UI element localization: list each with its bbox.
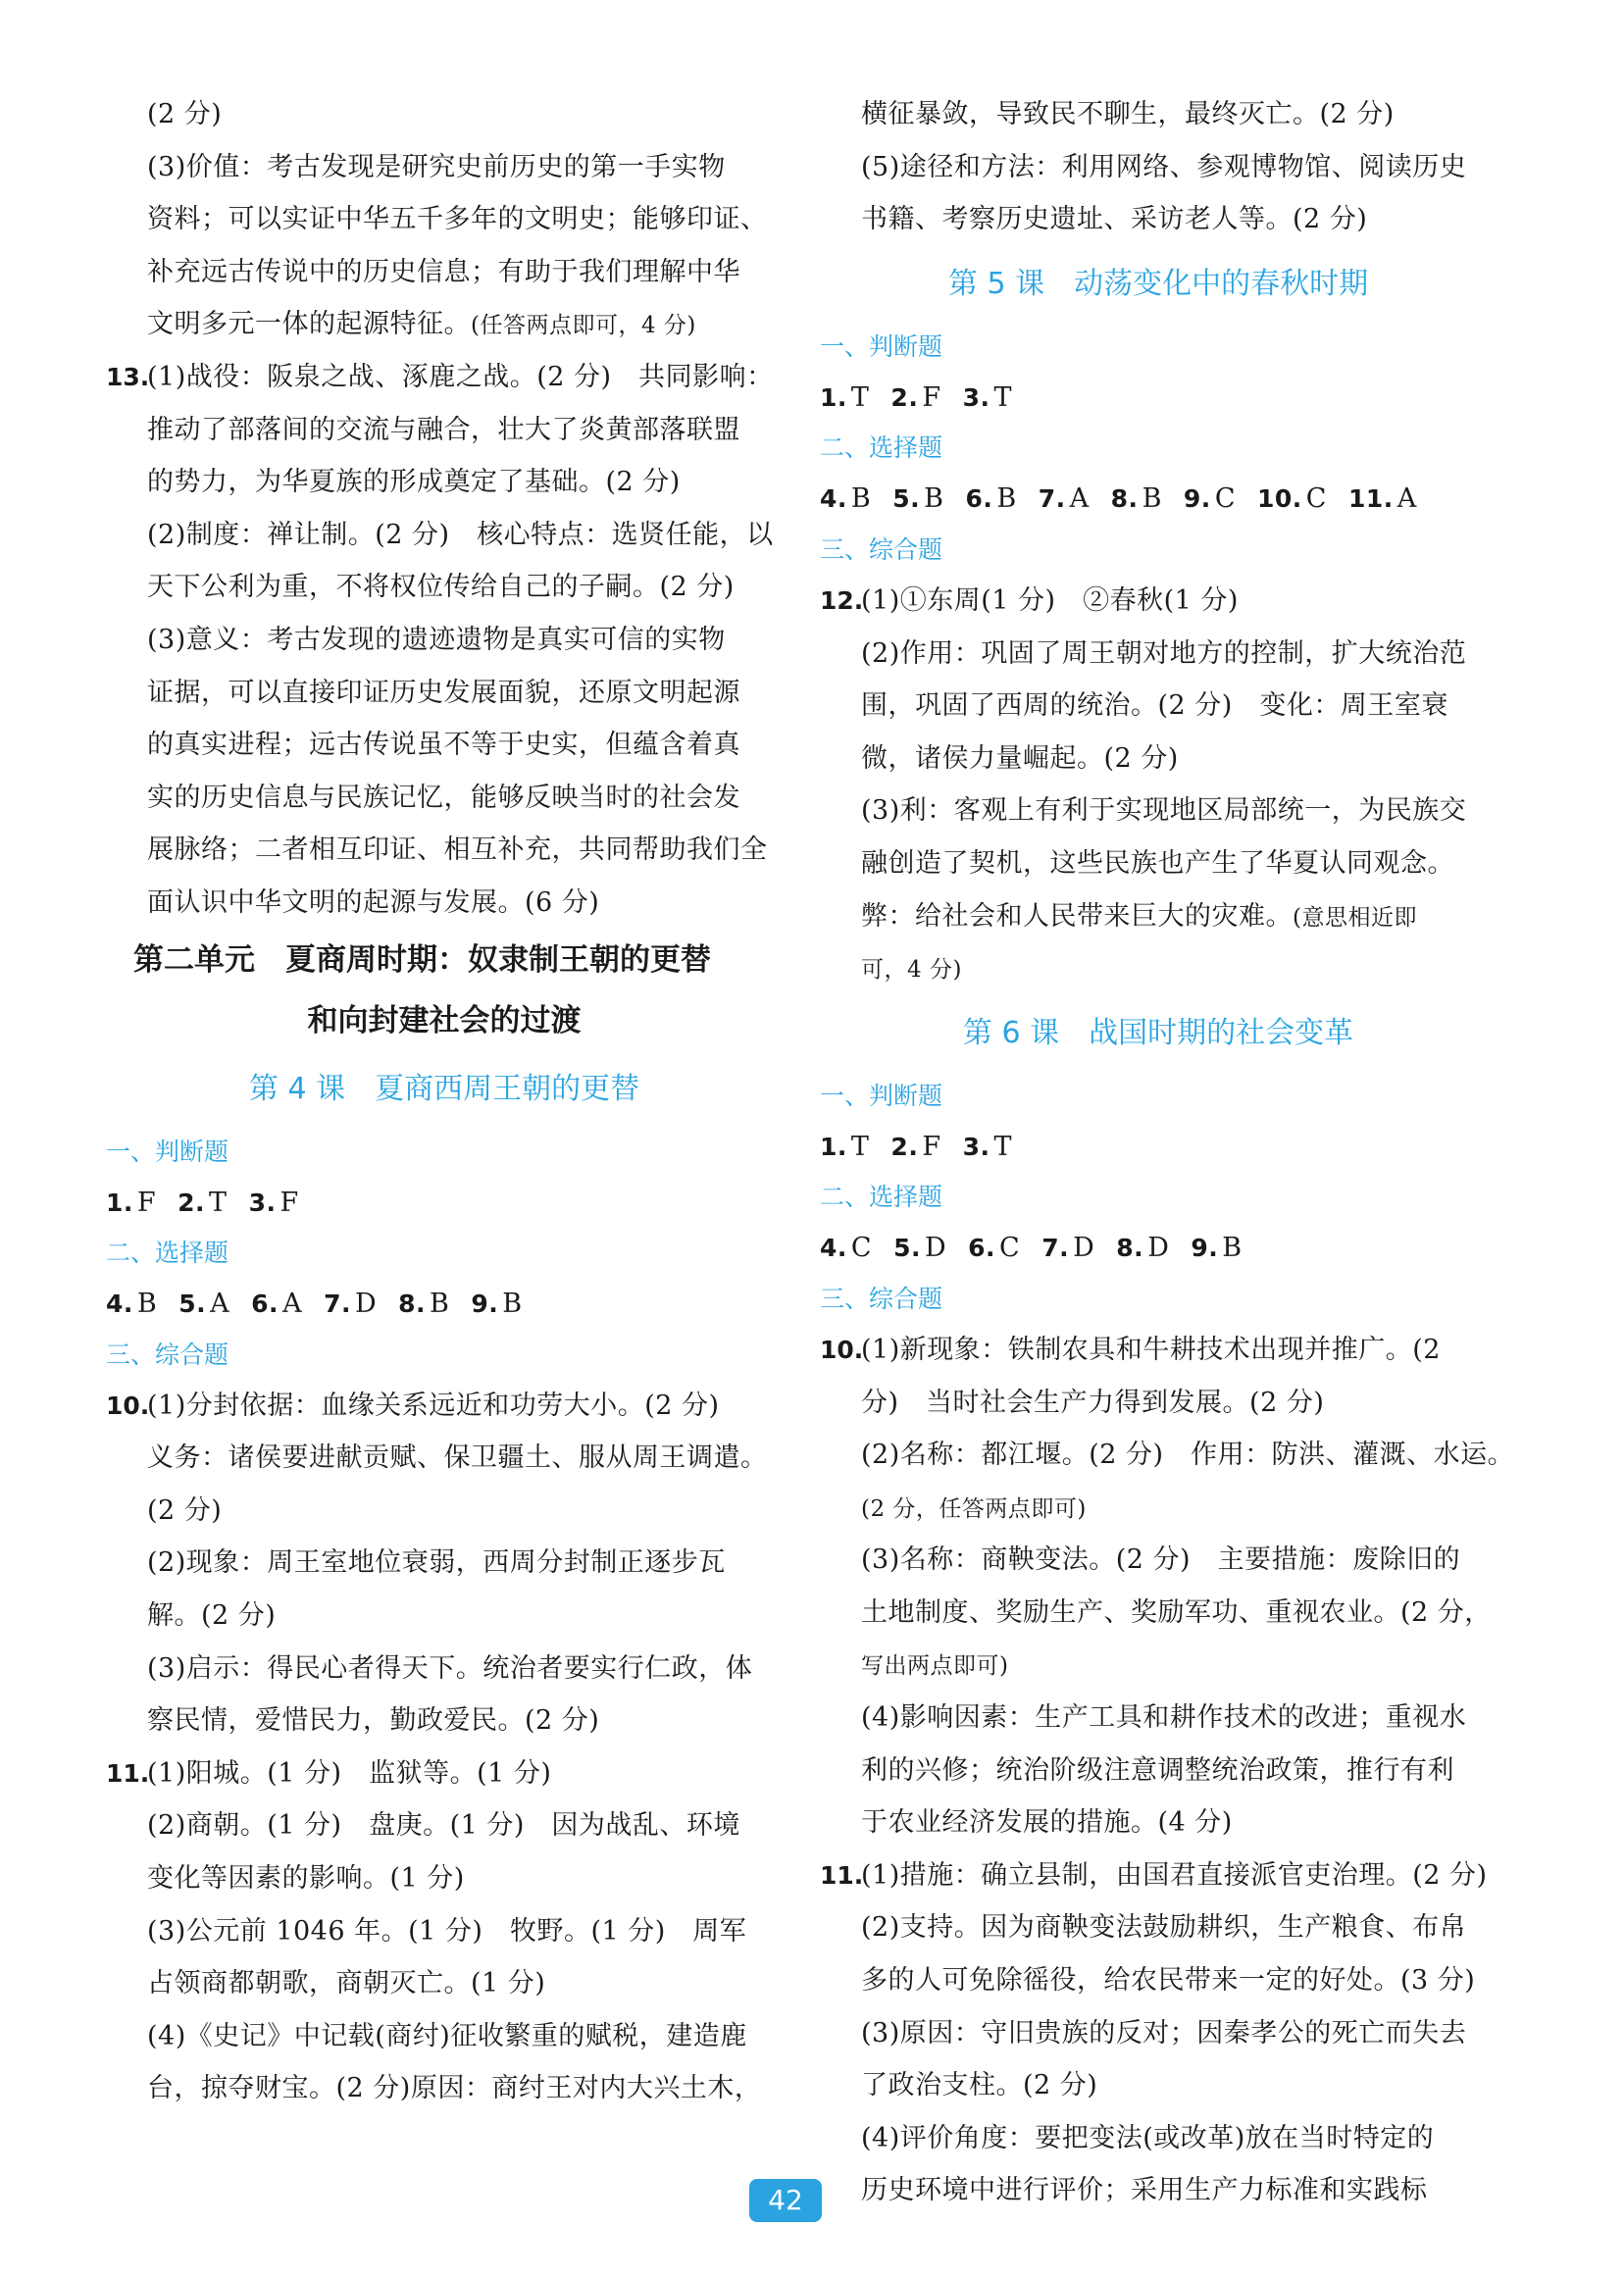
answer-line: [106, 1537, 783, 1590]
answer-key-number: 7.: [324, 1290, 351, 1319]
answer-text: 推动了部落间的交流与融合，壮大了炎黄部落联盟: [147, 414, 740, 445]
answer-text: 文明多元一体的起源特征。: [147, 309, 471, 340]
answer-text: (4)评价角度：要把变法(或改革)放在当时特定的: [861, 2122, 1435, 2153]
answer-line: [820, 1796, 1497, 1849]
answer-line: [106, 141, 783, 194]
question-type-heading: 一、判断题: [820, 1081, 943, 1110]
answer-line: [820, 193, 1497, 246]
answer-text: 横征暴敛，导致民不聊生，最终灭亡。(2 分): [861, 99, 1395, 129]
answer-line: [106, 88, 783, 141]
answer-text: 了政治支柱。(2 分): [861, 2070, 1098, 2101]
answer-line: [820, 2007, 1497, 2060]
question-type-heading: 三、综合题: [820, 1284, 943, 1313]
answer-text: (2)商朝。(1 分) 盘庚。(1 分) 因为战乱、环境: [147, 1810, 740, 1842]
answer-key-value: T: [993, 381, 1012, 413]
answer-key-row: [106, 1177, 783, 1230]
answer-line: [820, 1429, 1515, 1482]
question-line: [106, 1747, 783, 1800]
answer-line: [820, 1639, 1497, 1692]
answer-key-value: T: [993, 1131, 1012, 1162]
question-number: 13.: [106, 362, 150, 391]
answer-key-value: A: [282, 1289, 303, 1320]
question-line: [106, 351, 783, 404]
answer-line: [106, 667, 783, 720]
answer-key-item: [249, 1188, 321, 1218]
answer-text: 天下公利为重，不将权位传给自己的子嗣。(2 分): [147, 572, 735, 603]
question-type-heading: 一、判断题: [820, 331, 943, 361]
answer-text: 土地制度、奖励生产、奖励军功、重视农业。(2 分，: [861, 1596, 1492, 1628]
answer-key-number: 9.: [1183, 484, 1211, 514]
answer-line: [820, 88, 1497, 141]
lesson-title: 第 5 课 动荡变化中的春秋时期: [947, 266, 1369, 301]
answer-key-number: 3.: [962, 1132, 990, 1161]
answer-key-item: [1348, 483, 1439, 514]
unit-title: 和向封建社会的过渡: [307, 1002, 582, 1038]
answer-key-number: 8.: [1110, 484, 1139, 514]
answer-key-value: B: [136, 1289, 158, 1320]
answer-key-value: C: [1305, 483, 1327, 515]
answer-line: [106, 1852, 783, 1905]
answer-key-value: D: [354, 1289, 378, 1320]
answer-text: 占领商都朝歌，商朝灭亡。(1 分): [147, 1968, 546, 1999]
answer-text: 面认识中华文明的起源与发展。(6 分): [147, 886, 600, 918]
answer-text: 的真实进程；远古传说虽不等于史实，但蕴含着真: [147, 730, 740, 761]
answer-text: (2)作用：巩固了周王朝对地方的控制，扩大统治范: [861, 637, 1467, 669]
answer-line: [106, 1905, 783, 1958]
answer-key-number: 9.: [471, 1290, 499, 1319]
answer-text: 历史环境中进行评价；采用生产力标准和实践标: [861, 2175, 1428, 2206]
answer-key-item: [106, 1289, 178, 1319]
answer-key-number: 6.: [968, 1234, 996, 1263]
answer-line: [820, 942, 1497, 995]
answer-text: 补充远古传说中的历史信息；有助于我们理解中华: [147, 256, 740, 287]
answer-key-value: C: [999, 1233, 1021, 1264]
left-column: [106, 88, 783, 2115]
answer-line: [106, 1799, 783, 1852]
answer-line: [106, 824, 783, 877]
page-number: 42: [749, 2179, 822, 2222]
answer-text: 义务：诸侯要进献贡赋、保卫疆土、服从周王调遣。: [147, 1442, 768, 1474]
answer-key-item: [966, 483, 1039, 514]
answer-line: [820, 628, 1497, 681]
answer-key-item: [963, 382, 1034, 413]
answer-text: (2)支持。因为商鞅变法鼓励耕织，生产粮食、布帛: [861, 1912, 1467, 1944]
answer-key-value: B: [850, 483, 872, 515]
answer-key-item: [820, 483, 892, 514]
answer-key-number: 7.: [1041, 1234, 1070, 1263]
answer-key-value: D: [1147, 1233, 1170, 1264]
answer-text: (2)名称：都江堰。(2 分) 作用：防洪、灌溉、水运。: [861, 1440, 1515, 1471]
answer-key-number: 1.: [106, 1188, 133, 1217]
answer-line: [820, 2059, 1497, 2112]
answer-key-item: [1039, 483, 1111, 514]
answer-line: [820, 141, 1497, 194]
answer-text: (1)①东周(1 分) ②春秋(1 分): [861, 584, 1239, 616]
answer-line: [106, 456, 783, 509]
answer-line: [106, 193, 783, 246]
question-line: [820, 1849, 1497, 1902]
answer-key-number: 2.: [890, 1132, 919, 1161]
answer-text: (2 分): [147, 1494, 223, 1526]
question-line: [820, 1324, 1497, 1377]
question-number: 10.: [106, 1391, 150, 1420]
question-line: [820, 575, 1497, 628]
answer-key-number: 7.: [1038, 484, 1066, 514]
answer-text: (1)新现象：铁制农具和牛耕技术出现并推广。(2: [861, 1334, 1441, 1365]
answer-text: (3)价值：考古发现是研究史前历史的第一手实物: [147, 151, 726, 182]
answer-key-value: C: [1214, 483, 1236, 515]
answer-key-number: 5.: [178, 1290, 207, 1319]
answer-line: [820, 890, 1497, 943]
answer-key-row: [820, 372, 1497, 425]
answer-key-number: 8.: [1116, 1234, 1144, 1263]
answer-line: [820, 837, 1497, 890]
question-type-heading: 一、判断题: [106, 1137, 229, 1166]
answer-key-row: [820, 473, 1497, 526]
answer-text: 分) 当时社会生产力得到发展。(2 分): [861, 1387, 1325, 1418]
answer-key-item: [1191, 1233, 1263, 1263]
answer-key-number: 8.: [398, 1290, 427, 1319]
question-type-heading: 二、选择题: [820, 433, 943, 463]
answer-text: (4)《史记》中记载(商纣)征收繁重的赋税，建造鹿: [147, 2020, 747, 2051]
lesson-title: 第 6 课 战国时期的社会变革: [962, 1015, 1354, 1050]
answer-key-value: B: [1142, 483, 1162, 515]
answer-text: (1)分封依据：血缘关系远近和功劳大小。(2 分): [147, 1390, 720, 1421]
answer-line: [106, 1432, 783, 1485]
answer-text: 变化等因素的影响。(1 分): [147, 1863, 465, 1895]
answer-key-value: F: [279, 1187, 299, 1218]
answer-key-item: [1111, 483, 1184, 514]
answer-line: [106, 1485, 783, 1538]
answer-key-item: [968, 1233, 1041, 1263]
answer-key-value: A: [210, 1289, 230, 1320]
answer-key-item: [324, 1289, 398, 1319]
answer-key-value: D: [1073, 1233, 1095, 1264]
answer-line: [106, 772, 783, 825]
answer-text: 资料；可以实证中华五千多年的文明史；能够印证、: [147, 204, 768, 235]
answer-key-item: [178, 1289, 251, 1319]
answer-key-value: C: [850, 1233, 873, 1264]
answer-line: [820, 1901, 1497, 1954]
answer-text: (1)战役：阪泉之战、涿鹿之战。(2 分) 共同影响：: [147, 361, 774, 392]
answer-key-item: [890, 1132, 962, 1162]
answer-key-item: [251, 1289, 324, 1319]
answer-key-item: [820, 1233, 893, 1263]
answer-line: [106, 561, 783, 614]
answer-key-row: [106, 1278, 783, 1331]
answer-key-item: [892, 483, 965, 514]
answer-line: [820, 2112, 1497, 2165]
answer-key-item: [893, 1233, 968, 1263]
answer-key-number: 5.: [893, 1234, 921, 1263]
answer-key-value: T: [850, 381, 870, 413]
answer-line: [106, 404, 783, 457]
answer-key-number: 4.: [820, 484, 847, 514]
answer-key-number: 2.: [890, 382, 919, 412]
answer-text: 利的兴修；统治阶级注意调整统治政策，推行有利: [861, 1754, 1454, 1786]
answer-key-item: [1257, 483, 1348, 514]
answer-key-item: [890, 382, 962, 413]
question-type-heading: 二、选择题: [106, 1239, 229, 1268]
answer-key-number: 9.: [1191, 1234, 1219, 1263]
answer-key-item: [471, 1289, 543, 1319]
question-number: 11.: [106, 1758, 150, 1788]
answer-key-number: 6.: [251, 1290, 279, 1319]
answer-key-value: F: [922, 1131, 941, 1162]
answer-text: 证据，可以直接印证历史发展面貌，还原文明起源: [147, 677, 740, 708]
answer-text: (1)阳城。(1 分) 监狱等。(1 分): [147, 1757, 552, 1789]
answer-line: [106, 509, 783, 562]
answer-text: 台，掠夺财宝。(2 分)原因：商纣王对内大兴土木，: [147, 2073, 762, 2104]
answer-line: [106, 1590, 783, 1643]
answer-line: [106, 298, 783, 351]
answer-line: [106, 719, 783, 772]
answer-text: 展脉络；二者相互印证、相互补充，共同帮助我们全: [147, 835, 768, 866]
question-number: 10.: [820, 1335, 864, 1364]
lesson-title: 第 4 课 夏商西周王朝的更替: [248, 1071, 640, 1106]
answer-text: (3)启示：得民心者得天下。统治者要实行仁政，体: [147, 1652, 753, 1684]
answer-key-number: 1.: [820, 1132, 847, 1161]
answer-key-value: B: [1222, 1233, 1243, 1264]
answer-key-item: [820, 382, 890, 413]
answer-key-value: A: [1069, 483, 1090, 515]
answer-text: (3)名称：商鞅变法。(2 分) 主要措施：废除旧的: [861, 1544, 1461, 1576]
answer-key-item: [820, 1132, 890, 1162]
answer-line: [820, 1534, 1497, 1587]
answer-text: 多的人可免除徭役，给农民带来一定的好处。(3 分): [861, 1965, 1476, 1997]
answer-key-value: F: [922, 381, 941, 413]
question-line: [106, 1380, 783, 1433]
answer-text: 微，诸侯力量崛起。(2 分): [861, 742, 1179, 774]
unit-title: 第二单元 夏商周时期：奴隶制王朝的更替: [133, 941, 711, 978]
answer-line: [106, 2062, 783, 2115]
answer-key-value: T: [850, 1131, 870, 1162]
answer-text: (2)制度：禅让制。(2 分) 核心特点：选贤任能，以: [147, 519, 774, 550]
answer-line: [106, 614, 783, 667]
answer-key-number: 4.: [106, 1290, 133, 1319]
answer-note: (意思相近即: [1293, 904, 1417, 931]
answer-key-number: 11.: [1347, 484, 1394, 514]
answer-line: [106, 1957, 783, 2010]
answer-text: 围，巩固了西周的统治。(2 分) 变化：周王室衰: [861, 690, 1448, 722]
answer-text: (3)原因：守旧贵族的反对；因秦孝公的死亡而失去: [861, 2017, 1467, 2049]
answer-line: [820, 680, 1497, 733]
answer-line: [106, 1643, 783, 1695]
answer-line: [106, 877, 783, 930]
answer-key-row: [820, 1121, 1497, 1174]
answer-text: (4)影响因素：生产工具和耕作技术的改进；重视水: [861, 1702, 1467, 1734]
answer-key-number: 3.: [248, 1188, 277, 1217]
answer-text: (3)公元前 1046 年。(1 分) 牧野。(1 分) 周军: [147, 1915, 747, 1947]
answer-line: [820, 2164, 1497, 2217]
answer-key-number: 2.: [178, 1188, 206, 1217]
answer-text: (5)途径和方法：利用网络、参观博物馆、阅读历史: [861, 151, 1467, 182]
answer-key-item: [1116, 1233, 1191, 1263]
answer-text: (3)意义：考古发现的遗迹遗物是真实可信的实物: [147, 624, 726, 655]
answer-line: [106, 246, 783, 299]
answer-key-value: B: [996, 483, 1017, 515]
answer-key-value: B: [924, 483, 944, 515]
answer-line: [820, 1482, 1497, 1535]
answer-text: 察民情，爱惜民力，勤政爱民。(2 分): [147, 1705, 600, 1737]
answer-note: 写出两点即可): [861, 1653, 1009, 1680]
answer-text: 实的历史信息与民族记忆，能够反映当时的社会发: [147, 782, 740, 813]
answer-key-item: [178, 1188, 248, 1218]
answer-line: [820, 1587, 1497, 1640]
answer-key-row: [820, 1222, 1497, 1275]
answer-note: (任答两点即可，4 分): [471, 313, 696, 339]
question-number: 11.: [820, 1860, 864, 1890]
answer-key-item: [1184, 483, 1257, 514]
answer-line: [106, 2010, 783, 2063]
answer-line: [106, 1695, 783, 1747]
answer-key-value: B: [502, 1289, 523, 1320]
answer-line: [820, 1954, 1497, 2007]
question-type-heading: 二、选择题: [820, 1183, 943, 1212]
answer-line: [820, 1692, 1497, 1745]
answer-text: (2 分): [147, 99, 223, 129]
answer-key-number: 10.: [1256, 484, 1302, 514]
answer-key-value: D: [924, 1233, 947, 1264]
answer-line: [820, 1377, 1497, 1430]
answer-key-number: 3.: [962, 382, 990, 412]
answer-note: (2 分，任答两点即可): [861, 1495, 1087, 1522]
answer-text: (3)利：客观上有利于实现地区局部统一，为民族交: [861, 795, 1467, 827]
answer-key-number: 5.: [892, 484, 921, 514]
answer-line: [820, 733, 1497, 785]
answer-key-number: 4.: [820, 1234, 847, 1263]
answer-text: 的势力，为华夏族的形成奠定了基础。(2 分): [147, 467, 681, 498]
answer-key-item: [963, 1132, 1034, 1162]
right-column: [820, 88, 1515, 2217]
answer-text: 解。(2 分): [147, 1600, 277, 1632]
answer-key-value: B: [430, 1289, 450, 1320]
answer-key-item: [1041, 1233, 1116, 1263]
answer-key-number: 6.: [965, 484, 993, 514]
answer-key-value: T: [209, 1187, 228, 1218]
answer-key-number: 1.: [820, 382, 847, 412]
answer-line: [820, 1745, 1497, 1797]
answer-text: 于农业经济发展的措施。(4 分): [861, 1807, 1233, 1839]
question-number: 12.: [820, 585, 864, 615]
answer-key-value: A: [1396, 483, 1417, 515]
answer-key-value: F: [136, 1187, 157, 1218]
answer-text: 书籍、考察历史遗址、采访老人等。(2 分): [861, 204, 1368, 235]
question-type-heading: 三、综合题: [820, 534, 943, 564]
answer-note: 可，4 分): [861, 957, 962, 984]
answer-text: (1)措施：确立县制，由国君直接派官吏治理。(2 分): [861, 1859, 1488, 1891]
answer-text: 弊：给社会和人民带来巨大的灾难。: [861, 900, 1293, 932]
answer-text: (2)现象：周王室地位衰弱，西周分封制正逐步瓦: [147, 1547, 726, 1579]
answer-text: 融创造了契机，这些民族也产生了华夏认同观念。: [861, 847, 1454, 879]
question-type-heading: 三、综合题: [106, 1340, 229, 1369]
answer-key-item: [398, 1289, 471, 1319]
answer-line: [820, 784, 1497, 837]
answer-key-item: [106, 1188, 178, 1218]
